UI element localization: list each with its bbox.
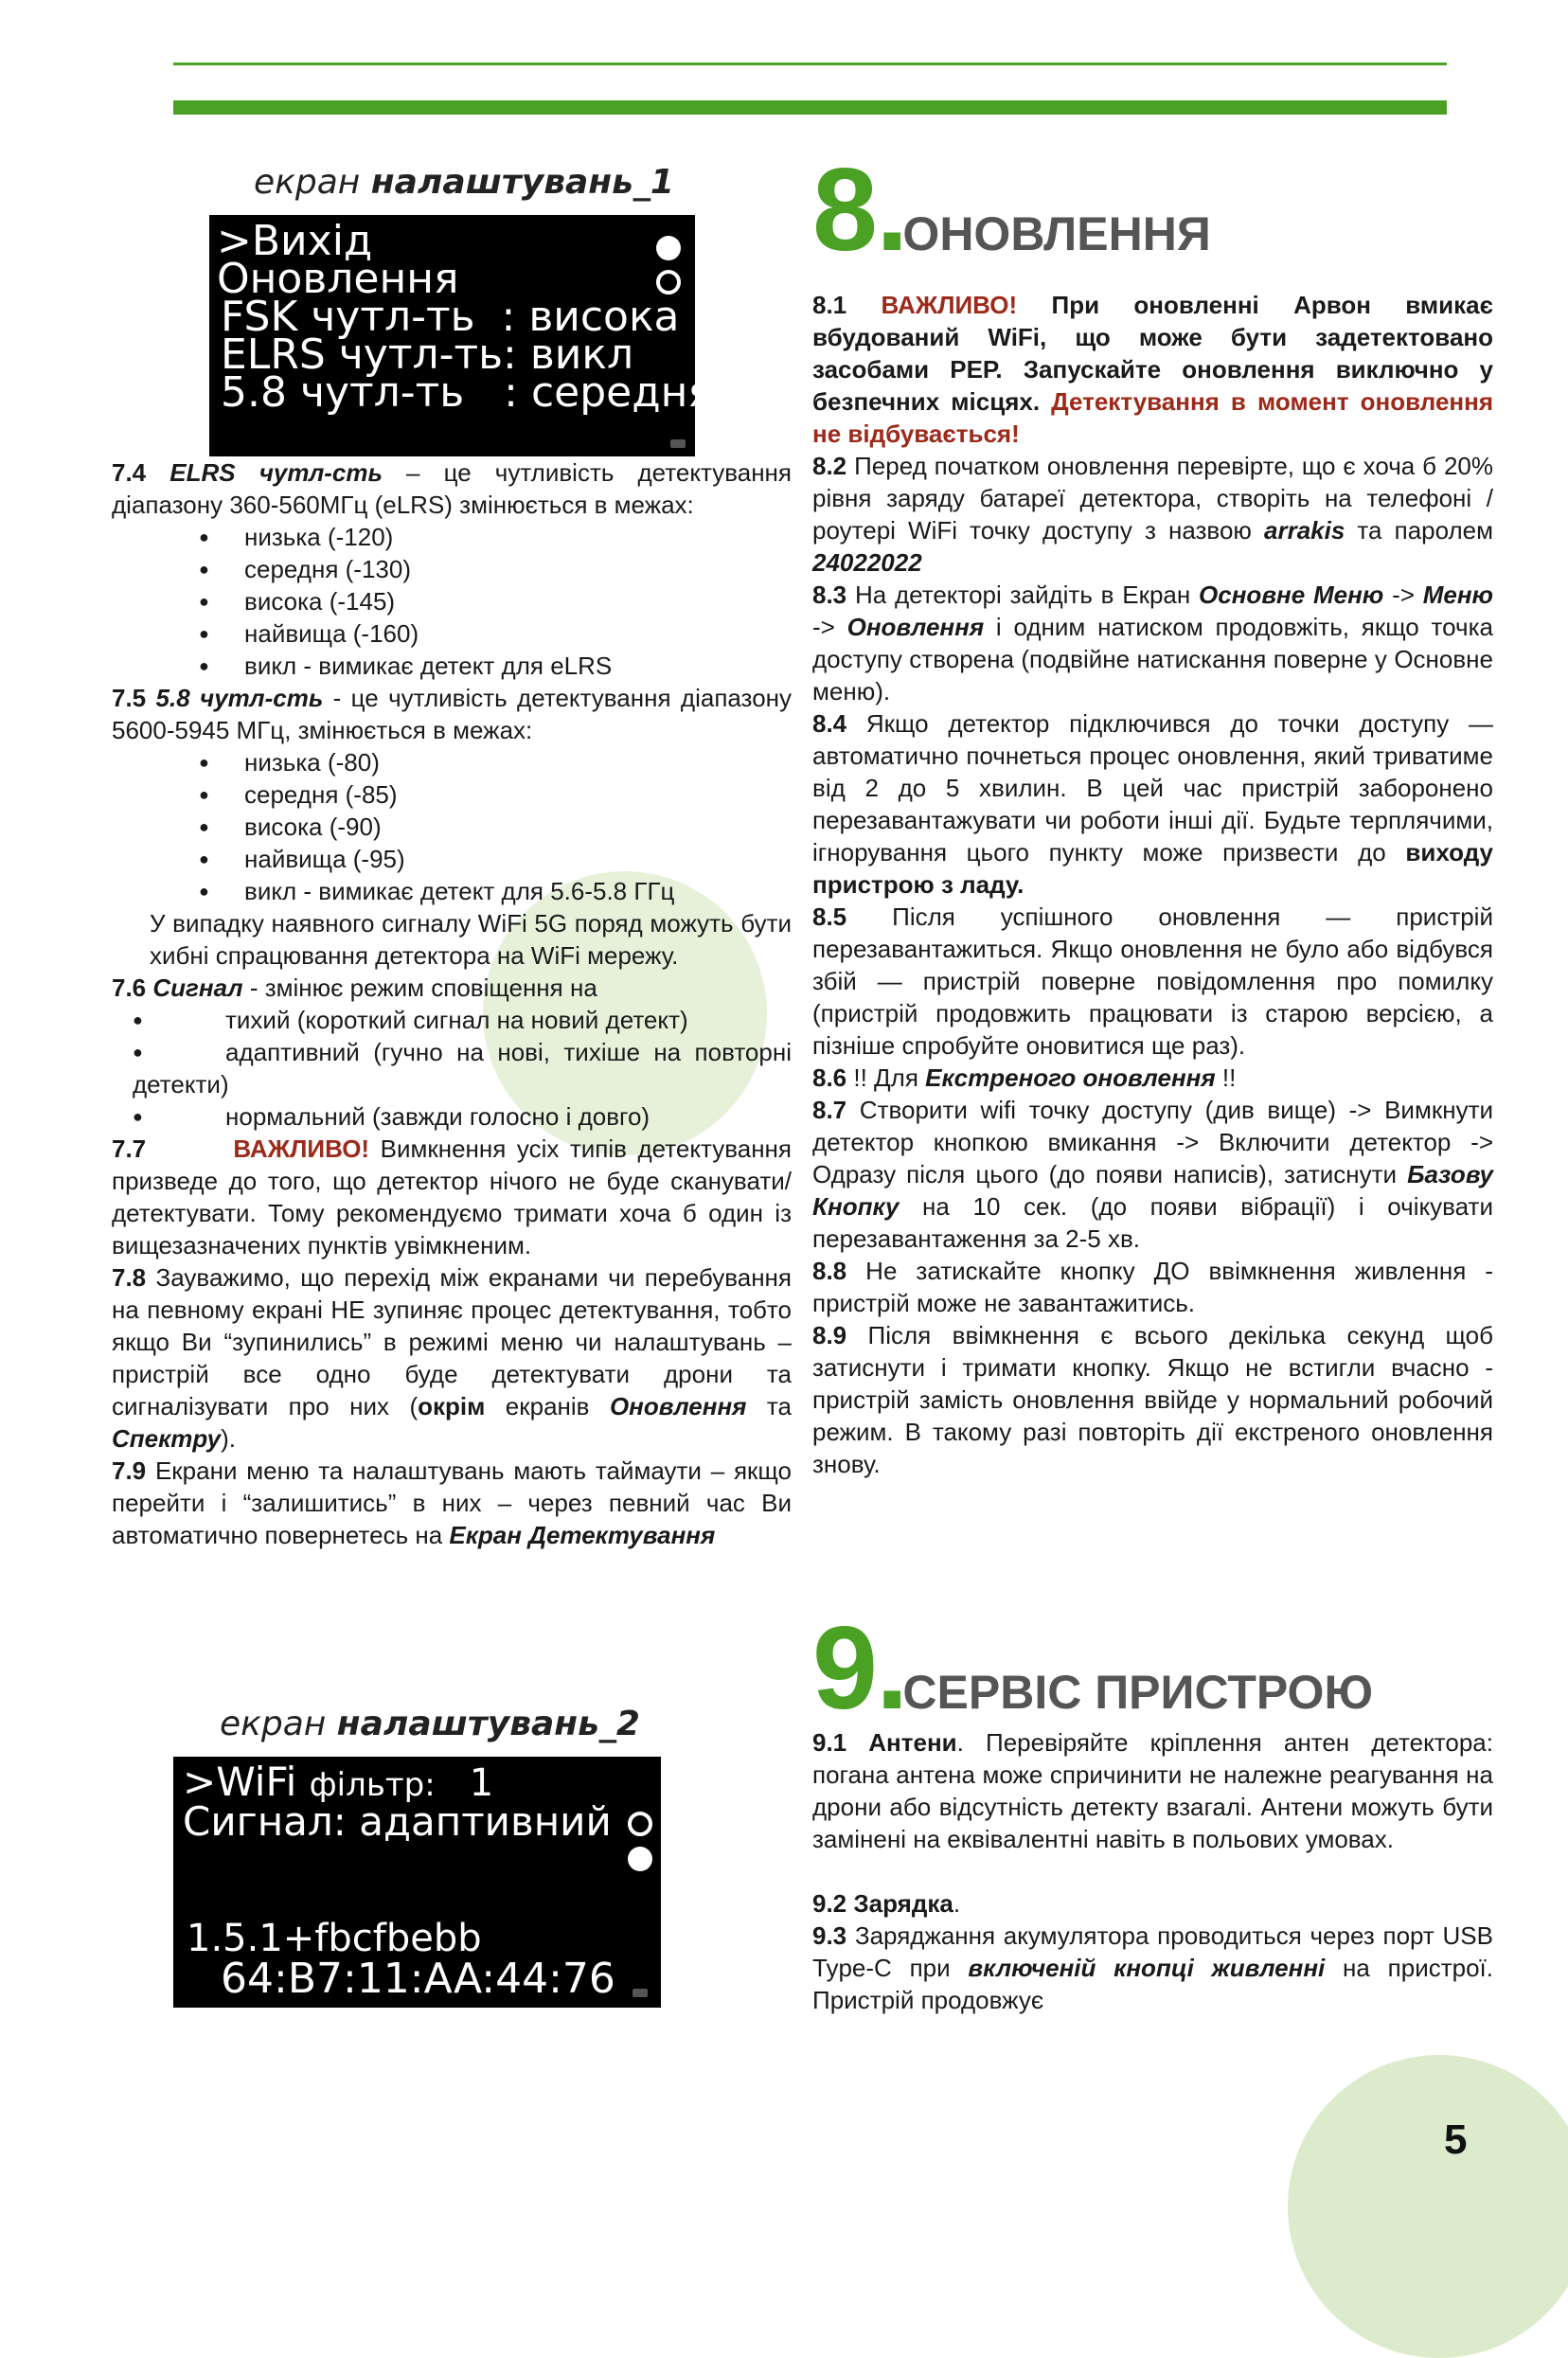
paragraph-9-3: 9.3 Заряджання акумулятора проводиться через порт USB Type-C при включеній кнопці живленні на пристрої. Пристрій продовжує	[812, 1921, 1493, 2014]
elrs-sensitivity-list	[112, 521, 792, 682]
list-item: ● викл - вимикає детект для eLRS	[112, 650, 792, 682]
scroll-indicator-empty-icon	[628, 1812, 652, 1836]
paragraph-8-6: 8.6 !! Для Екстреного оновлення !!	[812, 1063, 1237, 1092]
paragraph-8-2: 8.2 Перед початком оновлення перевірте, що є хоча б 20% рівня заряду батареї детектора, створіть на телефоні / роутері WiFi точку доступу з назвою arrakis та паролем 24022022	[812, 452, 1494, 577]
section-8-heading: 8.ОНОВЛЕННЯ	[812, 145, 1211, 276]
screen-label-icon	[633, 1989, 648, 1997]
header-rule-thick	[173, 100, 1447, 115]
band-58-sensitivity-list	[112, 746, 792, 907]
screen1-line: ELRS чутл-ть: викл	[221, 330, 634, 379]
screen2-caption: екран налаштувань_2	[220, 1705, 640, 1743]
page-number: 5	[1444, 2117, 1468, 2163]
screen1-line: Оновлення	[217, 255, 459, 303]
screen2-wifi-filter-line: >WiFi фільтр: 1	[183, 1759, 494, 1805]
paragraph-7-9: 7.9 Екрани меню та налаштувань мають таймаути – якщо перейти і “залишитись” в них – через певний час Ви автоматично повернетесь на Екран Детектування	[112, 1456, 792, 1549]
list-item: ● середня (-85)	[112, 778, 792, 811]
settings-screen-2	[173, 1757, 661, 2008]
paragraph-9-2: 9.2 Зарядка.	[812, 1889, 961, 1918]
list-item: ● висока (-90)	[112, 811, 792, 843]
screen2-version-line: 1.5.1+fbcfbebb	[187, 1917, 482, 1960]
list-item: ● викл - вимикає детект для 5.6-5.8 ГГц	[112, 875, 792, 907]
settings-screen-1	[209, 215, 713, 456]
paragraph-7-4: 7.4 ELRS чутл-сть – це чутливість детектування діапазону 360-560МГц (eLRS) змінюється в межах:	[112, 458, 792, 519]
signal-mode-list	[112, 1004, 792, 1133]
list-item: ● тихий (короткий сигнал на новий детект)	[112, 1004, 792, 1036]
screen1-line: FSK чутл-ть : висока	[221, 293, 680, 341]
paragraph-8-8: 8.8 Не затискайте кнопку ДО ввімкнення живлення - пристрій може не завантажитись.	[812, 1257, 1493, 1317]
paragraph-7-6: 7.6 Сигнал - змінює режим сповіщення на	[112, 974, 597, 1002]
screen1-caption: екран налаштувань_1	[254, 163, 674, 202]
list-item: ● найвища (-95)	[112, 843, 792, 875]
paragraph-8-9: 8.9 Після ввімкнення є всього декілька секунд щоб затиснути і тримати кнопку. Якщо не встигли вчасно - пристрій замість оновлення ввійде у нормальний робочий режим. В такому разі повторіть дії екстреного оновлення знову.	[812, 1321, 1493, 1478]
paragraph-7-5: 7.5 5.8 чутл-сть - це чутливість детектування діапазону 5600-5945 МГц, змінюється в межах:	[112, 684, 793, 744]
section-9-heading: 9.СЕРВІС ПРИСТРОЮ	[812, 1603, 1374, 1734]
list-item: ● низька (-80)	[112, 746, 792, 778]
screen2-signal-line: Сигнал: адаптивний	[183, 1798, 612, 1845]
paragraph-8-5: 8.5 Після успішного оновлення — пристрій перезавантажиться. Якщо оновлення не було або відбувся збій — пристрій поверне повідомлення про помилку (пристрій продовжить працювати із старою версією, а пізніше спробуйте оновитися ще раз).	[812, 902, 1493, 1060]
right-column-section-9	[812, 1726, 1493, 2016]
paragraph-8-4: 8.4 Якщо детектор підключився до точки доступу — автоматично почнеться процес оновлення, який триватиме від 2 до 5 хвилин. В цей час пристрій заборонено перезавантажувати чи роботи інші дії. Будьте терплячими, ігнорування цього пункту може призвести до виходу пристрою з ладу.	[812, 709, 1493, 899]
list-item: ● середня (-130)	[112, 553, 792, 585]
list-item: ● висока (-145)	[112, 585, 792, 617]
header-rule-thin	[173, 63, 1447, 65]
page-number-circle	[1288, 2055, 1568, 2358]
right-column-section-8	[812, 289, 1493, 1480]
paragraph-8-1: 8.1 ВАЖЛИВО! При оновленні Арвон вмикає вбудований WiFi, що може бути задетектовано засобами РЕР. Запускайте оновлення виключно у безпечних місцях. Детектування в момент оновлення не відбувається!	[812, 291, 1493, 448]
screen-label-icon	[670, 439, 686, 448]
left-column	[112, 456, 792, 1551]
screen2-mac-line: 64:B7:11:AA:44:76	[221, 1955, 615, 2003]
wifi-note: У випадку наявного сигналу WiFi 5G поряд можуть бути хибні спрацювання детектора на WiFi мережу.	[150, 909, 792, 970]
paragraph-7-8: 7.8 Зауважимо, що перехід між екранами чи перебування на певному екрані НЕ зупиняє процес детектування, тобто якщо Ви “зупинились” в режимі меню чи налаштувань – пристрій все одно буде детектувати дрони та сигналізувати про них (окрім екранів Оновлення та Спектру).	[112, 1263, 792, 1453]
paragraph-9-1: 9.1 Антени. Перевіряйте кріплення антен детектора: погана антена може спричинити не належне реагування на дрони або відсутність детекту взагалі. Антени можуть бути замінені на еквівалентні навіть в польових умовах.	[812, 1728, 1493, 1853]
paragraph-8-7: 8.7 Створити wifi точку доступу (див вище) -> Вимкнути детектор кнопкою вмикання -> Включити детектор -> Одразу після цього (до появи написів), затиснути Базову Кнопку на 10 сек. (до появи вібрації) і очікувати перезавантаження за 2-5 хв.	[812, 1096, 1493, 1253]
scroll-indicator-empty-icon	[656, 270, 681, 295]
scroll-indicator-filled-icon	[656, 236, 681, 260]
scroll-indicator-filled-icon	[628, 1847, 652, 1871]
screen1-line: 5.8 чутл-ть : середня	[221, 368, 713, 417]
list-item: ● найвища (-160)	[112, 617, 792, 650]
screen1-line: >Вихід	[217, 217, 373, 265]
list-item: ● низька (-120)	[112, 521, 792, 553]
list-item: ● нормальний (завжди голосно і довго)	[112, 1100, 792, 1133]
paragraph-8-3: 8.3 На детекторі зайдіть в Екран Основне Меню -> Меню -> Оновлення і одним натиском продовжіть, якщо точка доступу створена (подвійне натискання поверне у Основне меню).	[812, 581, 1494, 706]
paragraph-7-7: 7.7 ВАЖЛИВО! Вимкнення усіх типів детектування призведе до того, що детектор нічого не буде сканувати/детектувати. Тому рекомендуємо тримати хоча б один із вищезазначених пунктів увімкненим.	[112, 1134, 792, 1259]
list-item: ● адаптивний (гучно на нові, тихіше на повторні детекти)	[112, 1036, 792, 1100]
